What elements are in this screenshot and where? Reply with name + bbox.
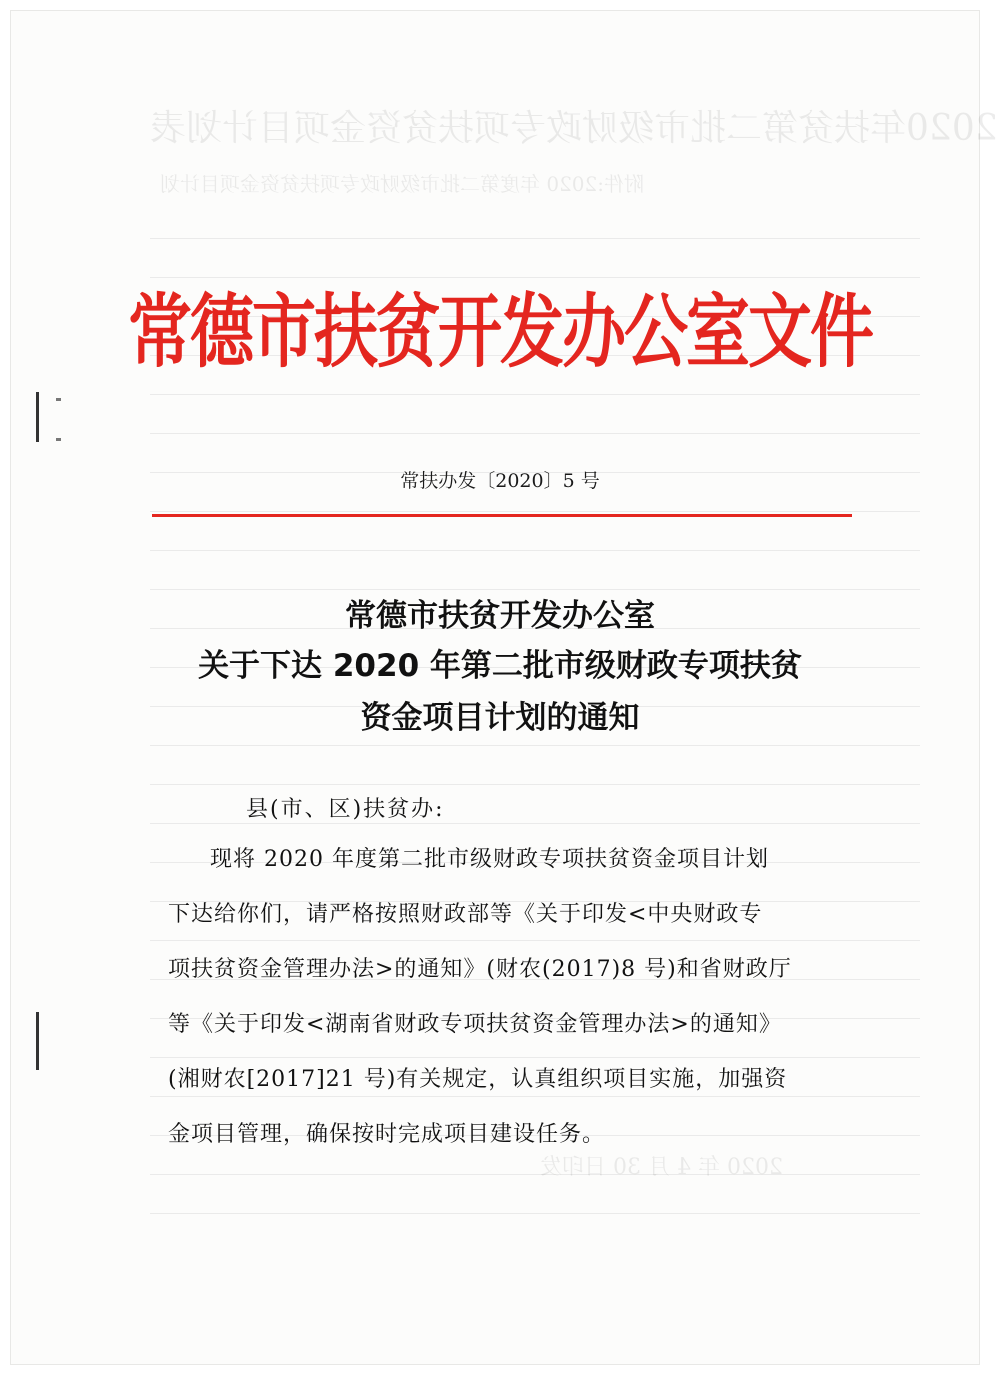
body-line: 现将 2020 年度第二批市级财政专项扶贫资金项目计划 <box>210 847 769 872</box>
bleed-through-title: 2020年扶贫第二批市级财政专项扶贫资金项目计划表 <box>150 108 998 149</box>
document-number: 常扶办发〔2020〕5 号 <box>400 470 600 492</box>
body-line: 金项目管理，确保按时完成项目建设任务。 <box>168 1122 606 1147</box>
body-line: 下达给你们，请严格按照财政部等《关于印发<中央财政专 <box>168 902 763 927</box>
bleed-through-subtitle: 附件:2020 年度第二批市级财政专项扶贫资金项目计划 <box>160 172 644 196</box>
body-line: (湘财农[2017]21 号)有关规定，认真组织项目实施，加强资 <box>168 1067 788 1092</box>
body-line: 项扶贫资金管理办法>的通知》(财农(2017)8 号)和省财政厅 <box>168 957 792 982</box>
notice-title-line-3: 资金项目计划的通知 <box>360 700 640 736</box>
salutation: 县(市、区)扶贫办: <box>246 797 445 822</box>
binding-staple-top <box>36 392 39 442</box>
body-line: 等《关于印发<湖南省财政专项扶贫资金管理办法>的通知》 <box>168 1012 782 1037</box>
notice-title-line-2: 关于下达 2020 年第二批市级财政专项扶贫 <box>198 648 802 684</box>
binding-hole-mark <box>56 438 61 441</box>
header-red-rule <box>152 514 852 517</box>
bleed-through-footer: 2020 年 4 月 30 日印发 <box>540 1155 783 1180</box>
document-header-title: 常德市扶贫开发办公室文件 <box>128 286 872 380</box>
notice-title-line-1: 常德市扶贫开发办公室 <box>345 598 655 634</box>
binding-hole-mark <box>56 398 61 401</box>
binding-staple-bottom <box>36 1012 39 1070</box>
